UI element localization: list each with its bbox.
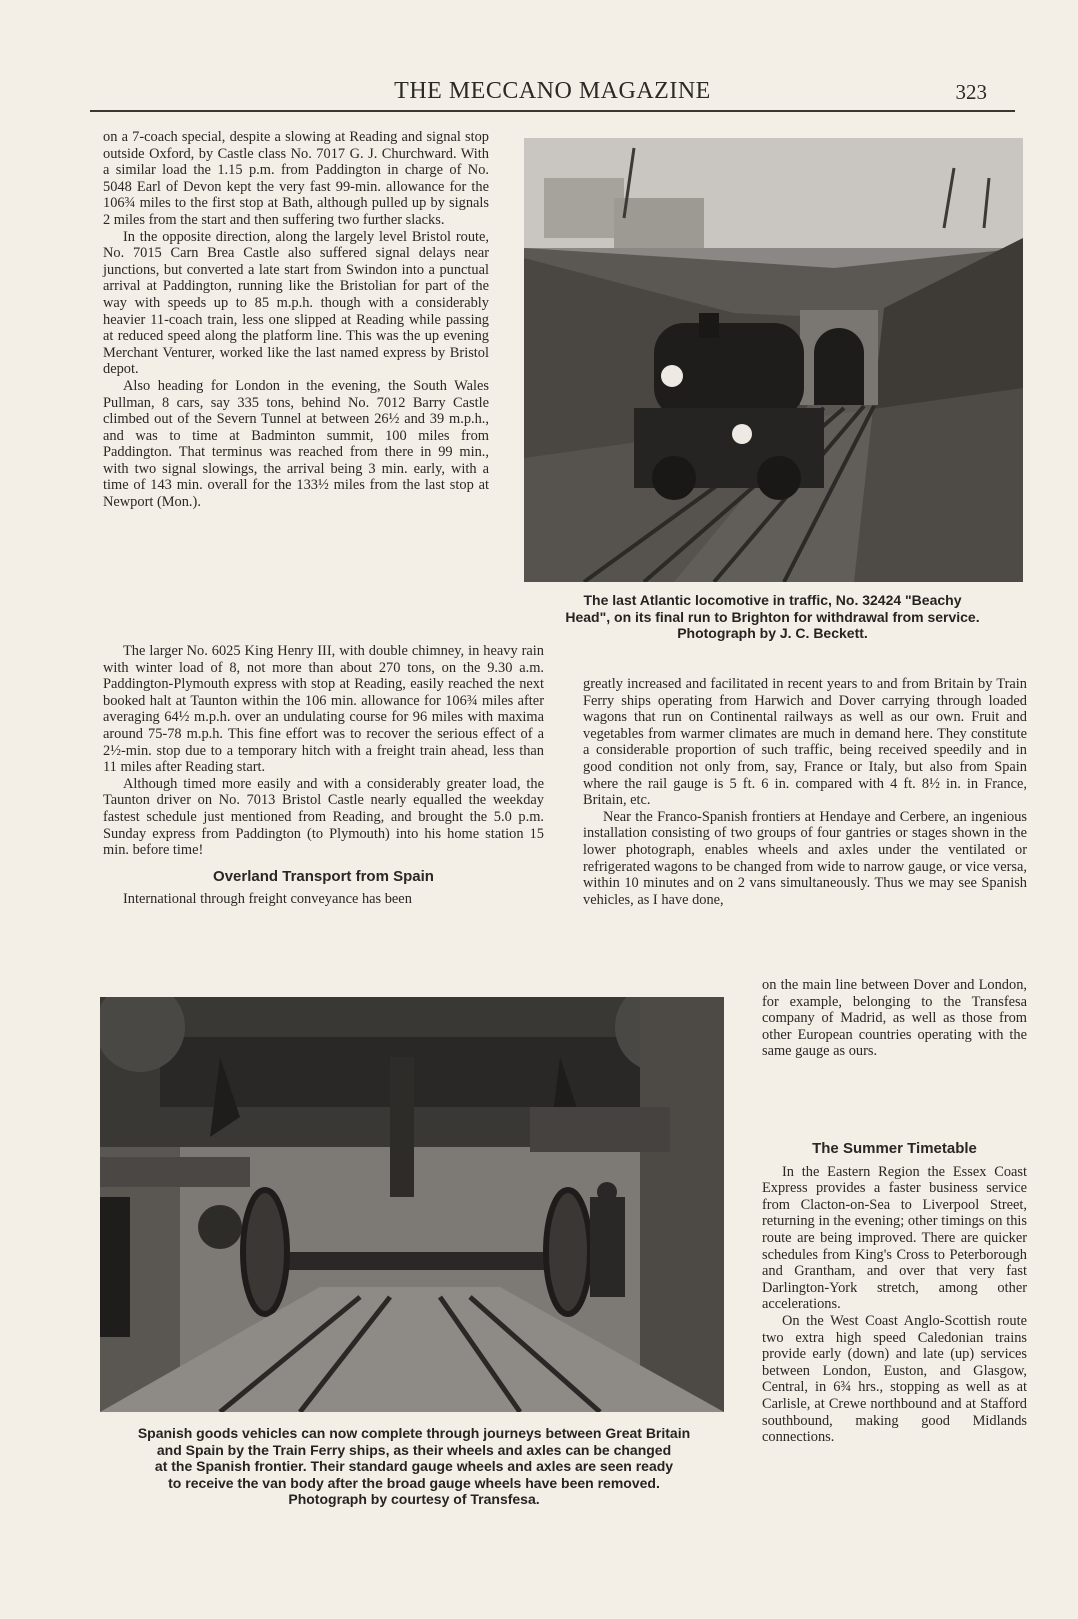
top-photo-caption <box>518 592 1027 642</box>
timetable-section <box>762 1141 1027 1446</box>
paragraph: The larger No. 6025 King Henry III, with double chimney, in heavy rain with winter load of 8, not more than about 270 tons, on the 9.30 a.m. Paddington-Plymouth express with stop at Reading, easily reached the next booked halt at Taunton within the 106 min. allowance for 106¾ miles after averaging 64½ m.p.h. over an undulating course for 96 miles with maxima around 75-78 m.p.h. This fine effort was to recover the serious effect of a 2½-min. stop due to a temporary hitch with a freight train ahead, less than 11 miles after Reading start. <box>103 643 544 776</box>
caption-line: and Spain by the Train Ferry ships, as their wheels and axles can be changed <box>156 1441 672 1458</box>
page-number: 323 <box>955 80 987 104</box>
caption-line: The last Atlantic locomotive in traffic, No. 32424 "Beachy <box>583 592 962 608</box>
paragraph: On the West Coast Anglo-Scottish route two extra high speed Caledonian trains provide early (down) and late (up) services between London, Euston, and Glasgow, Central, in 6¾ hrs., stopping as well as at Carlisle, at Crewe northbound and at Stafford southbound, making good Midlands connections. <box>762 1312 1027 1446</box>
wheel-axle-gantry-photo <box>100 997 724 1412</box>
paragraph: Although timed more easily and with a considerably greater load, the Taunton driver on No. 7013 Bristol Castle nearly equalled the weekday fastest schedule just mentioned from Reading, and brought the 5.0 p.m. Sunday express from Paddington (to Plymouth) into his home station 15 min. before time! <box>103 775 544 859</box>
paragraph: Also heading for London in the evening, the South Wales Pullman, 8 cars, say 335 tons, behind No. 7012 Barry Castle climbed out of the Severn Tunnel at between 26½ and 39 m.p.h., and was to time at Badminton summit, 100 miles from Paddington. That terminus was reached from there in 99 min., with two signal slowings, the arrival being 3 min. early, with a time of 143 min. overall for the 133½ miles from the last stop at Newport (Mon.). <box>103 377 489 511</box>
right-narrow-column <box>762 977 1027 1060</box>
paragraph: International through freight conveyance has been <box>123 891 412 908</box>
paragraph: In the opposite direction, along the largely level Bristol route, No. 7015 Carn Brea Castle also suffered signal delays near junctions, but converted a late start from Swindon into a punctual arrival at Paddington, running like the Bristolian for part of the way with speeds up to 85 m.p.h. though with a considerably heavier 11-coach train, less one slipped at Reading while passing at reduced speed along the platform line. This was the up evening Merchant Venturer, worked like the last named express by Bristol depot. <box>103 228 489 378</box>
bottom-photo-caption <box>96 1425 732 1508</box>
caption-line: at the Spanish frontier. Their standard gauge wheels and axles are seen ready <box>154 1458 674 1475</box>
caption-line: Head", on its final run to Brighton for withdrawal from service. <box>565 608 980 625</box>
paragraph: on the main line between Dover and London, for example, belonging to the Transfesa company of Madrid, as well as those from other European countries operating with the same gauge as ours. <box>762 977 1027 1060</box>
paragraph: greatly increased and facilitated in recent years to and from Britain by Train Ferry ships operating from Harwich and Dover carrying through loaded wagons that run on Continental railways as well as our own. Fruit and vegetables from warmer climates are much in demand here. They constitute a considerable proportion of such traffic, being received speedily and in good condition not only from, say, France or Italy, but also from Spain where the rail gauge is 5 ft. 6 in. compared with 4 ft. 8½ in. in France, Britain, etc. <box>583 676 1027 809</box>
right-column <box>583 676 1027 908</box>
caption-line: Spanish goods vehicles can now complete through journeys between Great Britain <box>137 1425 691 1441</box>
caption-line: to receive the van body after the broad gauge wheels have been removed. <box>168 1474 660 1491</box>
paragraph: In the Eastern Region the Essex Coast Express provides a faster business service from Clacton-on-Sea to Liverpool Street, returning in the evening; other timings on this route are being improved. There are quicker schedules from King's Cross to Peterborough and Grantham, and over that very fast Darlington-York stretch, among other accelerations. <box>762 1163 1027 1313</box>
magazine-title: THE MECCANO MAGAZINE <box>394 78 711 104</box>
paragraph: Near the Franco-Spanish frontiers at Hendaye and Cerbere, an ingenious installation consisting of two groups of four gantries or stages shown in the lower photograph, enables wheels and axles under the ventilated or refrigerated wagons to be changed from wide to narrow gauge, or vice versa, within 10 minutes and on 2 vans simultaneously. Thus we may see Spanish vehicles, as I have done, <box>583 808 1027 908</box>
left-column <box>103 129 489 511</box>
section-heading: The Summer Timetable <box>812 1140 977 1157</box>
caption-line: Photograph by courtesy of Transfesa. <box>288 1491 540 1508</box>
middle-column <box>103 643 544 908</box>
paragraph: on a 7-coach special, despite a slowing at Reading and signal stop outside Oxford, by Castle class No. 7017 G. J. Churchward. With a similar load the 1.15 p.m. from Paddington in charge of No. 5048 Earl of Devon kept the very fast 99-min. allowance for the 106¾ miles to the first stop at Bath, although pulled up by signals 2 miles from the start and then suffering two further slacks. <box>103 129 489 228</box>
masthead <box>90 74 1015 112</box>
caption-line: Photograph by J. C. Beckett. <box>677 625 868 642</box>
locomotive-tunnel-photo <box>524 138 1023 582</box>
section-heading: Overland Transport from Spain <box>213 867 434 885</box>
